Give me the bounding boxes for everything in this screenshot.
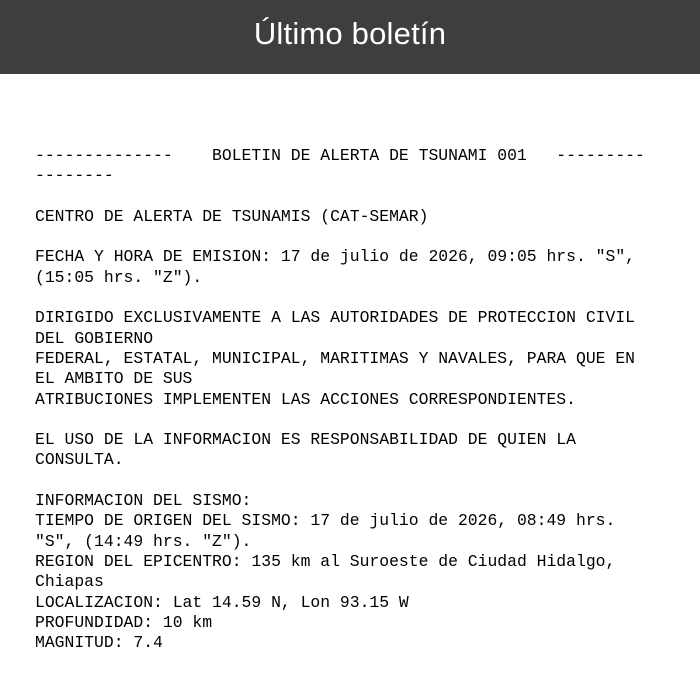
bulletin-line: Chiapas — [35, 572, 104, 592]
bulletin-text — [35, 146, 693, 653]
bulletin-line: (15:05 hrs. "Z"). — [35, 267, 203, 287]
bulletin-line: REGION DEL EPICENTRO: 135 km al Suroeste de Ciudad Hidalgo, — [35, 551, 616, 571]
bulletin-line: LOCALIZACION: Lat 14.59 N, Lon 93.15 W — [35, 592, 409, 612]
page-title: Último boletín — [253, 16, 447, 51]
bulletin-blank-line — [35, 288, 693, 308]
bulletin-line: -------------- BOLETIN DE ALERTA DE TSUNAMI 001 --------- — [35, 146, 645, 165]
bulletin-line: EL AMBITO DE SUS — [35, 369, 193, 389]
bulletin-line: DIRIGIDO EXCLUSIVAMENTE A LAS AUTORIDADES DE PROTECCION CIVIL — [35, 308, 635, 328]
bulletin-line: FEDERAL, ESTATAL, MUNICIPAL, MARITIMAS Y NAVALES, PARA QUE EN — [35, 348, 635, 368]
bulletin-line: EL USO DE LA INFORMACION ES RESPONSABILIDAD DE QUIEN LA — [35, 430, 576, 450]
bulletin-line: ATRIBUCIONES IMPLEMENTEN LAS ACCIONES CORRESPONDIENTES. — [35, 389, 576, 409]
bulletin-line: CENTRO DE ALERTA DE TSUNAMIS (CAT-SEMAR) — [35, 206, 429, 226]
bulletin-blank-line — [35, 410, 693, 430]
bulletin-line: MAGNITUD: 7.4 — [35, 633, 163, 653]
bulletin-line: CONSULTA. — [35, 450, 124, 470]
bulletin-line: PROFUNDIDAD: 10 km — [35, 612, 213, 632]
bulletin-line: FECHA Y HORA DE EMISION: 17 de julio de 2026, 09:05 hrs. "S", — [35, 247, 635, 267]
bulletin-line: INFORMACION DEL SISMO: — [35, 491, 252, 511]
bulletin-line: TIEMPO DE ORIGEN DEL SISMO: 17 de julio de 2026, 08:49 hrs. — [35, 511, 616, 531]
app-header — [0, 0, 700, 74]
bulletin-blank-line — [35, 471, 693, 491]
bulletin-line: "S", (14:49 hrs. "Z"). — [35, 531, 252, 551]
bulletin-line: -------- — [35, 166, 114, 186]
bulletin-line: DEL GOBIERNO — [35, 328, 154, 348]
bulletin-blank-line — [35, 227, 693, 247]
bulletin-blank-line — [35, 187, 693, 207]
